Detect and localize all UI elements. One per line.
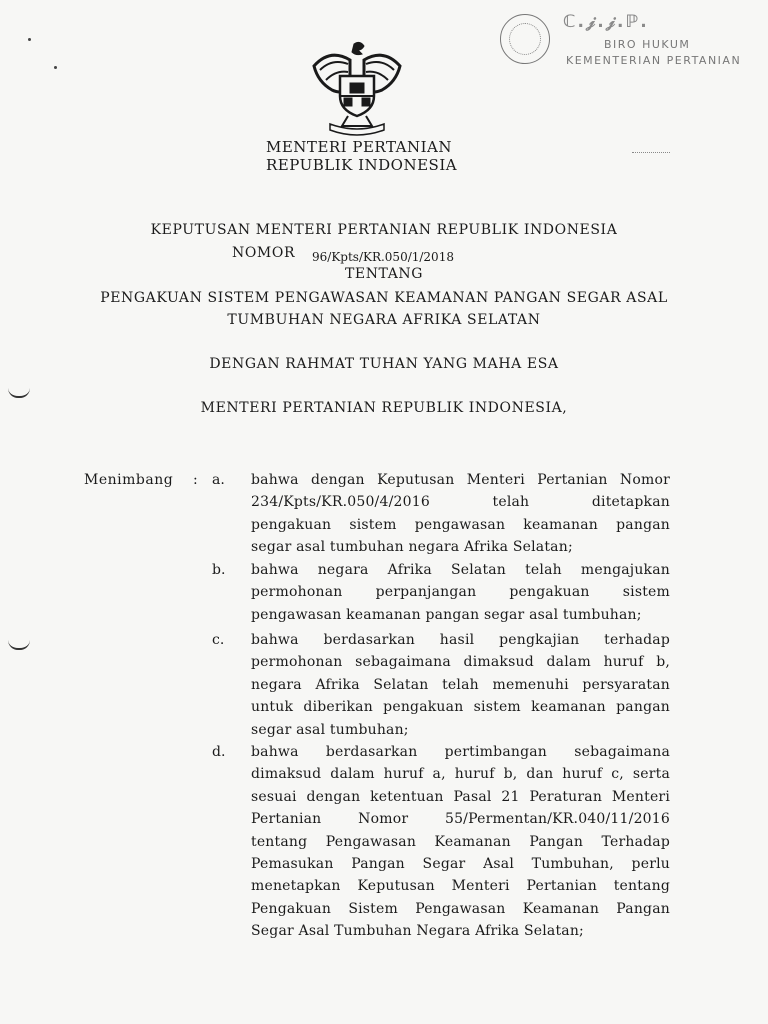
item-line: bahwa negara Afrika Selatan telah mengajukan <box>251 562 670 578</box>
item-line: Pemasukan Pangan Segar Asal Tumbuhan, perlu <box>251 856 670 873</box>
tentang-heading: TENTANG <box>344 266 424 282</box>
item-line: dimaksud dalam huruf a, huruf b, dan huruf c, serta <box>251 766 670 783</box>
stamp-seal <box>500 14 550 64</box>
menimbang-colon: : <box>193 472 198 488</box>
item-line: pengakuan sistem pengawasan keamanan pangan <box>251 516 670 533</box>
scan-mark <box>8 388 30 398</box>
item-line: permohonan perpanjangan pengakuan sistem <box>251 584 670 601</box>
subject-line-1: PENGAKUAN SISTEM PENGAWASAN KEAMANAN PANGAN SEGAR ASAL <box>100 290 668 306</box>
item-line: sesuai dengan ketentuan Pasal 21 Peraturan Menteri <box>251 788 670 805</box>
item-line: segar asal tumbuhan; <box>251 721 409 738</box>
item-line: segar asal tumbuhan negara Afrika Selatan; <box>251 539 573 556</box>
scan-smudge <box>632 152 670 154</box>
item-line: bahwa berdasarkan pertimbangan sebagaimana <box>251 744 670 760</box>
issuer-line: MENTERI PERTANIAN REPUBLIK INDONESIA, <box>200 400 568 416</box>
item-text-a <box>251 469 670 559</box>
subject-line-2: TUMBUHAN NEGARA AFRIKA SELATAN <box>227 312 541 328</box>
item-line: bahwa berdasarkan hasil pengkajian terhadap <box>251 632 670 648</box>
item-line: bahwa dengan Keputusan Menteri Pertanian Nomor <box>251 472 670 488</box>
item-text-c <box>251 629 670 741</box>
item-line: permohonan sebagaimana dimaksud dalam huruf b, <box>251 654 670 671</box>
item-letter-a: a. <box>212 472 225 488</box>
item-letter-b: b. <box>212 562 226 578</box>
menimbang-label: Menimbang <box>84 472 174 488</box>
item-line: pengawasan keamanan pangan segar asal tumbuhan; <box>251 606 642 623</box>
decree-title: KEPUTUSAN MENTERI PERTANIAN REPUBLIK INDONESIA <box>150 222 618 238</box>
stamp-bureau: BIRO HUKUM <box>604 38 691 51</box>
stamp-heading: ℂ.𝒿.𝒿.ℙ. <box>563 12 649 32</box>
nomor-label: NOMOR <box>232 245 296 261</box>
scan-dot <box>54 66 57 69</box>
nomor-value: 96/Kpts/KR.050/1/2018 <box>312 250 454 264</box>
item-line: tentang Pengawasan Keamanan Pangan Terhadap <box>251 833 670 850</box>
minister-title: MENTERI PERTANIAN <box>266 138 452 156</box>
item-line: 234/Kpts/KR.050/4/2016 telah ditetapkan <box>251 494 670 511</box>
item-line: menetapkan Keputusan Menteri Pertanian tentang <box>251 878 670 895</box>
blessing-line: DENGAN RAHMAT TUHAN YANG MAHA ESA <box>209 356 559 372</box>
item-line: Segar Asal Tumbuhan Negara Afrika Selatan; <box>251 923 584 940</box>
garuda-emblem-icon <box>302 36 412 136</box>
republic-subtitle: REPUBLIK INDONESIA <box>266 156 458 174</box>
scan-dot <box>28 38 31 41</box>
stamp-ministry: KEMENTERIAN PERTANIAN <box>566 54 742 67</box>
scan-mark <box>8 640 30 650</box>
item-letter-d: d. <box>212 744 226 760</box>
item-text-b <box>251 559 670 626</box>
item-line: Pertanian Nomor 55/Permentan/KR.040/11/2016 <box>251 811 670 828</box>
item-letter-c: c. <box>212 632 225 648</box>
item-line: untuk diberikan pengakuan sistem keamanan pangan <box>251 699 670 716</box>
item-line: negara Afrika Selatan telah memenuhi persyaratan <box>251 676 670 693</box>
item-text-d <box>251 741 670 943</box>
item-line: Pengakuan Sistem Pengawasan Keamanan Pangan <box>251 900 670 917</box>
